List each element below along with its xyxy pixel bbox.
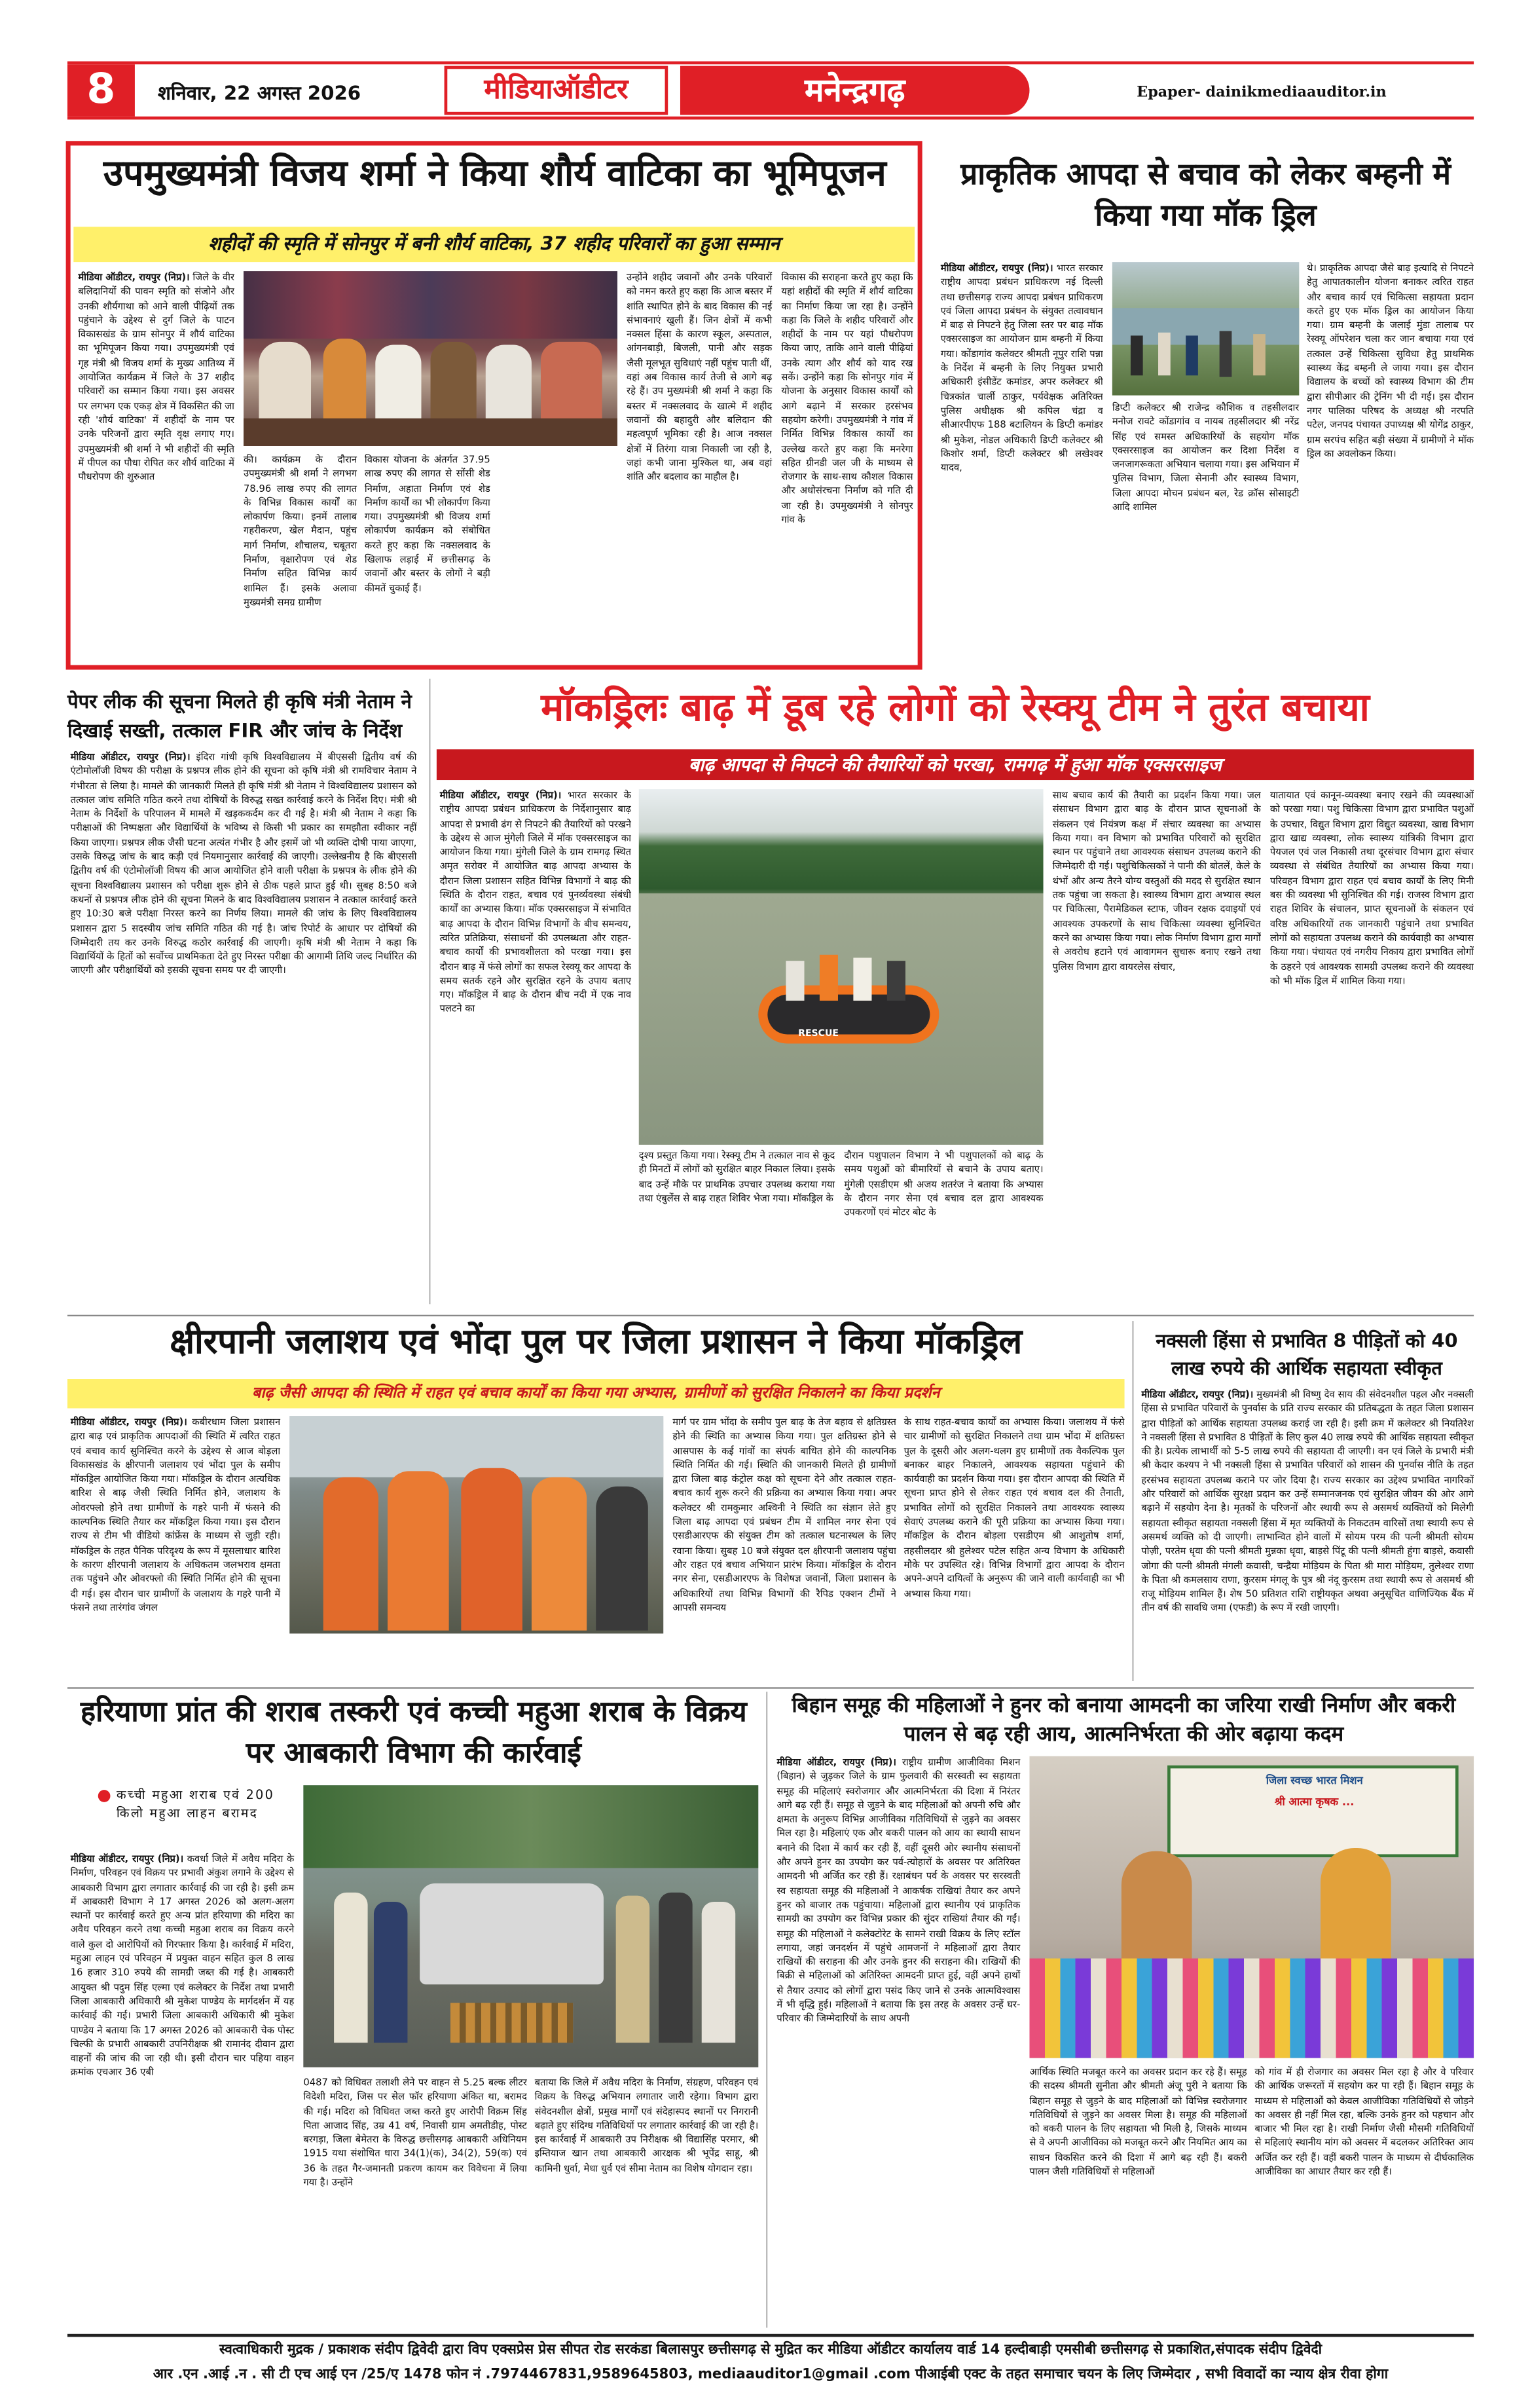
s4-col5: यातायात एवं कानून-व्यवस्था बनाए रखने की व्यवस्थाओं को परखा गया। पशु चिकित्सा विभाग द्वारा प्रभावित पशुओं के उपचार, विद्युत विभाग द्वारा विद्युत व्यवस्था, खाद्य विभाग द्वारा खाद्य व्यवस्था, लोक स्वास्थ्य यांत्रिकी विभाग द्वारा पेयजल एवं जल निकासी तथा दूरसंचार विभाग द्वारा संचार व्यवस्था से संबंधित तैयारियों का अभ्यास किया गया। परिवहन विभाग द्वारा राहत एवं बचाव कार्यों के लिए मिनी बस की व्यवस्था भी सुनिश्चित की गई। राजस्व विभाग द्वारा राहत शिविर के संचालन, प्राप्त सूचनाओं के संकलन एवं वरिष्ठ अधिकारियों तक जानकारी पहुंचाने तथा प्रभावित लोगों को सहायता उपलब्ध कराने की कार्यवाही का अभ्यास किया गया। पंचायत एवं नगरीय निकाय द्वारा प्रभावित लोगों के ठहरने एवं आवश्यक सामग्री उपलब्ध कराने की व्यवस्था को भी मॉक ड्रिल में शामिल किया गया। [1269,790,1474,987]
s4-col1: मीडिया ऑडीटर, रायपुर (निप्र)। भारत सरकार के राष्ट्रीय आपदा प्रबंधन प्राधिकरण के निर्देशानुसार बाढ़ आपदा से प्रभावी ढंग से निपटने की तैयारियों को परखने के उद्देश्य से आज मुंगेली जिले में मॉक एक्सरसाइज का आयोजन किया गया। मुंगेली जिले के ग्राम रामगढ़ स्थित अमृत सरोवर में आयोजित बाढ़ आपदा अभ्यास के दौरान जिला प्रशासन सहित विभिन्न विभागों ने बाढ़ की स्थिति के दौरान राहत, बचाव एवं पुनर्व्यवस्था संबंधी कार्यों का अभ्यास किया। मॉक एक्सरसाइज में संभावित बाढ़ आपदा के दौरान विभिन्न विभागों के बीच समन्वय, त्वरित प्रतिक्रिया, संसाधनों की उपलब्धता और राहत-बचाव कार्यों की प्रभावशीलता को परखा गया। इस दौरान बाढ़ में फंसे लोगों का सफल रेस्क्यू कर आपदा के समय सतर्क रहने और सुरक्षित रहने के उपाय बताए गए। मॉकड्रिल में बाढ़ के दौरान बीच नदी में एक नाव पलटने का [439,790,632,1016]
s2-col3: थे। प्राकृतिक आपदा जैसे बाढ़ इत्यादि से निपटने हेतु आपातकालीन योजना बनाकर त्वरित राहत और बचाव कार्य एवं चिकित्सा सहायता प्रदान करते हुए एक मॉक ड्रिल का आयोजन किया गया। ग्राम बम्हनी के जलाई मुंडा तालाब पर रेस्क्यू ऑपरेशन चला कर जान बचाया गया एवं तत्काल उन्हें चिकित्सा सुविधा हेतु प्राथमिक स्वास्थ्य केंद्र बम्हनी ले जाया गया। इस दौरान विद्यालय के बच्चों को स्वास्थ्य विभाग की टीम द्वारा सीपीआर की ट्रेनिंग भी दी गई। इस दौरान नगर पालिका परिषद के अध्यक्ष श्री नरपति पटेल, जनपद पंचायत उपाध्यक्ष श्री योगेंद्र ठाकुर, ग्राम सरपंच सहित बड़ी संख्या में ग्रामीणों ने मॉक ड्रिल का अवलोकन किया। [1307,263,1474,460]
s6-body: मीडिया ऑडीटर, रायपुर (निप्र)। मुख्यमंत्री श्री विष्णु देव साय की संवेदनशील पहल और नक्सली हिंसा से प्रभावित परिवारों के पुनर्वास के प्रति राज्य सरकार की प्रतिबद्धता के तहत जिला प्रशासन द्वारा पीड़ितों को आर्थिक सहायता उपलब्ध कराई जा रही है। इसी क्रम में कलेक्टर श्री नियतिरेश ने नक्सली हिंसा से प्रभावित 8 पीड़ितों के लिए कुल 40 लाख रुपये की आर्थिक सहायता स्वीकृत की है। प्रत्येक लाभार्थी को 5-5 लाख रुपये की सहायता दी जाएगी। वन एवं जिले के प्रभारी मंत्री श्री केदार कश्यप ने भी नक्सली हिंसा से प्रभावित परिवारों को शासन की पुनर्वास नीति के तहत हरसंभव सहायता उपलब्ध कराने पर जोर दिया है। राज्य सरकार का उद्देश्य प्रभावित नागरिकों और परिवारों को आर्थिक सुरक्षा प्रदान कर उन्हें सम्मानजनक एवं सुरक्षित जीवन की ओर आगे बढ़ाने में सहयोग देना है। मृतकों के परिजनों और स्थायी रूप से असमर्थ व्यक्तियों को मिलेगी सहायता स्वीकृत सहायता नक्सली हिंसा में मृत व्यक्तियों के निकटतम वारिसों तथा स्थायी रूप से असमर्थ व्यक्ति को दी जाएगी। लाभान्वित होने वालों में सोयम परम की पत्नी श्रीमती सोयम पोज़ी, परतेम धृवा की पत्नी श्रीमती मुन्नका धृवा, बाड़से पिंटू की पत्नी श्रीमती हुंगा बाड़से, कवासी जोगा की पत्नी श्रीमती मंगली कवासी, चन्द्रैया मोड़ियम के पिता श्री मारा मोड़ियम, तुलेश्वर राणा के पिता श्री कमलसाय राणा, कुरसम मंगलू के पुत्र श्री नंदू कुरसम तथा स्थायी रूप से असमर्थ श्री राजू मोड़ियम शामिल हैं। शेष 50 प्रतिशत राशि राष्ट्रीयकृत अथवा अनुसूचित वाणिज्यिक बैंक में तीन वर्ष की सावधि जमा (एफडी) के रूप में रखी जाएगी। [1141,1390,1474,1615]
s6-rule [1132,1321,1133,1681]
s4-col4: साथ बचाव कार्य की तैयारी का प्रदर्शन किया गया। जल संसाधन विभाग द्वारा बाढ़ के दौरान प्राप्त सूचनाओं के संकलन एवं नियंत्रण कक्ष में संचार व्यवस्था का अभ्यास किया गया। वन विभाग को प्रभावित परिवारों को सुरक्षित स्थान पर पहुंचाने तथा आवश्यक संसाधन उपलब्ध कराने की जिम्मेदारी दी गई। पशुचिकित्सकों ने पानी की बोतलें, केले के थंभों और अन्य तैरने योग्य वस्तुओं की मदद से सुरक्षित स्थान तक पहुंचा जा सकता है। स्वास्थ्य विभाग द्वारा अभ्यास स्थल पर चिकित्सा, पैरामेडिकल स्टाफ, जीवन रक्षक दवाइयों एवं आवश्यक उपकरणों के साथ चिकित्सा व्यवस्था सुनिश्चित करने का अभ्यास किया गया। लोक निर्माण विभाग द्वारा मार्गों से अवरोध हटाने एवं आवागमन सुचारू बनाए रखने तथा पुलिस विभाग द्वारा वायरलेस संचार, [1052,790,1261,972]
section-rule-2 [67,1315,1474,1316]
s7-col3: बताया कि जिले में अवैध मदिरा के निर्माण, संग्रहण, परिवहन एवं विक्रय के विरुद्ध अभियान लगातार जारी रहेगा। विभाग द्वारा संवेदनशील क्षेत्रों, प्रमुख मार्गों एवं संदेहास्पद स्थानों पर निगरानी बढ़ाते हुए संदिग्ध गतिविधियों पर लगातार कार्रवाई की जा रही है। इस कार्रवाई में आबकारी उप निरीक्षक श्री विद्यासिंह परमार, श्री इम्तियाज खान तथा आबकारी आरक्षक श्री भूपेंद्र साहू, श्री कामिनी धुर्वा, मेधा धुर्व एवं सीमा नेताम का विशेष योगदान रहा। [534,2078,759,2174]
s5-strap: बाढ़ जैसी आपदा की स्थिति में राहत एवं बचाव कार्यों का किया गया अभ्यास, ग्रामीणों को सुरक्षित निकालने का किया प्रदर्शन [67,1379,1125,1408]
s8-photo [1029,1756,1474,2058]
s8-col2: आर्थिक स्थिति मजबूत करने का अवसर प्रदान कर रहे हैं। समूह की सदस्य श्रीमती सुनीता और श्रीमती अंजू पुरी ने बताया कि बिहान समूह से जुड़ने के बाद महिलाओं को विभिन्न स्वरोजगार गतिविधियों से जुड़ने का अवसर मिला है। समूह की महिलाओं को बकरी पालन के लिए सहायता भी मिली है, जिसके माध्यम से वे अपनी आजीविका को मजबूत करने और नियमित आय का साधन विकसित करने की दिशा में आगे बढ़ रही हैं। बकरी पालन जैसी गतिविधियों से महिलाओं [1029,2067,1247,2178]
s5-col3: के साथ राहत-बचाव कार्यों का अभ्यास किया। जलाशय में फंसे चार ग्रामीणों को सुरक्षित निकालने तथा ग्राम भोंदा में क्षतिग्रस्त पुल के दूसरी ओर अलग-थलग हुए ग्रामीणों तक वैकल्पिक पुल बनाकर बाहर निकालने, आवश्यक सहायता पहुंचाने की कार्यवाही का प्रदर्शन किया गया। इस दौरान आपदा की स्थिति में सूचना प्राप्त होने से लेकर राहत एवं बचाव दल की तैनाती, प्रभावित लोगों को सुरक्षित निकालने तथा आवश्यक स्वास्थ्य सेवाएं उपलब्ध कराने की पूरी प्रक्रिया का अभ्यास किया गया। मॉकड्रिल के दौरान बोड़ला एसडीएम श्री आशुतोष शर्मा, तहसीलदार श्री हुलेश्वर पटेल सहित अन्य विभाग के अधिकारी मौके पर उपस्थित रहे। विभिन्न विभागों द्वारा आपदा के दौरान अपने-अपने दायित्वों के अनुरूप की जाने वाली कार्यवाही का भी अभ्यास किया गया। [903,1417,1125,1599]
s4-strap: बाढ़ आपदा से निपटने की तैयारियों को परखा, रामगढ़ में हुआ मॉक एक्सरसाइज [437,749,1474,780]
s1-col4: विकास की सराहना करते हुए कहा कि यहां शहीदों की स्मृति में शौर्य वाटिका का निर्माण किया जा रहा है। उन्होंने कहा कि जिले के शहीद परिवारों और शहीदों के नाम पर यहां पौधरोपण किया जाए, ताकि आने वाली पीढ़ियां उनके त्याग और शौर्य को याद रख सकें। उन्होंने कहा कि सोनपुर गांव में योजना के अनुसार विकास कार्यों को आगे बढ़ाने में सरकार हरसंभव सहयोग करेगी। उपमुख्यमंत्री ने गांव में निर्मित विभिन्न विकास कार्यों का उल्लेख करते हुए कहा कि मनरेगा सहित ग्रीनडी जल जी के माध्यम से रोजगार के साथ-साथ कौशल विकास और अधोसंरचना निर्माण को गति दी जा रही है। उपमुख्यमंत्री ने सोनपुर गांव के [781,272,913,526]
s1-col2: की। कार्यक्रम के दौरान उपमुख्यमंत्री श्री शर्मा ने लगभग 78.96 लाख रुपए की लागत के विभिन्न विकास कार्यों का लोकार्पण किया। इनमें तालाब गहरीकरण, खेल मैदान, पहुंच मार्ग निर्माण, शौचालय, चबूतरा निर्माण, वृक्षारोपण एवं शेड निर्माण सहित विभिन्न कार्य शामिल हैं। इसके अलावा मुख्यमंत्री समग्र ग्रामीण [244,454,357,608]
s8-col1: मीडिया ऑडीटर, रायपुर (निप्र)। राष्ट्रीय ग्रामीण आजीविका मिशन (बिहान) से जुड़कर जिले के ग्राम फुलवारी की सरस्वती स्व सहायता समूह की महिलाएं स्वरोजगार और आत्मनिर्भरता की दिशा में निरंतर आगे बढ़ रही हैं। समूह से जुड़ने के बाद महिलाओं को अपनी रुचि और क्षमता के अनुरूप विभिन्न आजीविका गतिविधियों से जुड़ने का अवसर मिल रहा है। महिलाएं एक और बकरी पालन को आय का स्थायी साधन बनाने की दिशा में कार्य कर रही हैं, वहीं दूसरी ओर स्थानीय संसाधनों और अपने हुनर का उपयोग कर पर्व-त्योहारों के अवसर पर अतिरिक्त आमदनी भी अर्जित कर रही हैं। रक्षाबंधन पर्व के अवसर पर सरस्वती स्व सहायता समूह की महिलाओं ने आकर्षक राखियां तैयार कर अपने हुनर को बाजार तक पहुंचाया। महिलाओं द्वारा स्थानीय एवं प्राकृतिक सामग्री का उपयोग कर विभिन्न प्रकार की सुंदर राखियां तैयार की गईं। समूह की महिलाओं ने कलेक्टोरेट के सामने राखी विक्रय के लिए स्टॉल लगाया, जहां जनदर्शन में पहुंचे आमजनों ने महिलाओं द्वारा तैयार राखियों की सराहना की और उनके हुनर की सराहना की। राखियों की बिक्री से महिलाओं को अतिरिक्त आमदनी प्राप्त हुई, वहीं अपने हाथों से तैयार उत्पाद को लोगों द्वारा पसंद किए जाने से उनके आत्मविश्वास में भी वृद्धि हुई। महिलाओं ने बताया कि इस तरह के अवसर उन्हें घर-परिवार की जिम्मेदारियों के साथ अपनी [776,1757,1021,2025]
section-name: मनेन्द्रगढ़ [680,66,1030,115]
s2-col2: डिप्टी कलेक्टर श्री राजेन्द्र कौशिक व तहसीलदार मनोज रावटे कोंडागांव व नायब तहसीलदार श्री नरेंद्र सिंह एवं समस्त अधिकारियों के सहयोग मॉक एक्सरसाइज का आयोजन कर दिशा निर्देश व जनजागरूकता अभियान चलाया गया। इस अभियान में पुलिस विभाग, जिला सेनानी और स्वास्थ्य विभाग, जिला आपदा मोचन प्रबंधन बल, रेड क्रॉस सोसाइटी आदि शामिल [1112,403,1300,514]
s7-photo [303,1785,758,2067]
footer-registration: आर .एन .आई .न . सी टी एच आई एन /25/ए 1478 फोन नं .7974467831,9589645803, mediaauditor1@gmail .com पीआईबी एक्ट के तहत समाचार चयन के लिए जिम्मेदार , सभी विवादों का न्याय क्षेत्र रीवा होगा [153,2367,1389,2383]
footer-imprint: स्वत्वाधिकारी मुद्रक / प्रकाशक संदीप द्विवेदी द्वारा विप एक्सप्रेस प्रेस सीपत रोड सरकंडा बिलासपुर छत्तीसगढ़ से मुद्रित कर मीडिया ऑडीटर कार्यालय वार्ड 14 हल्दीबाड़ी एमसीबी छत्तीसगढ़ से प्रकाशित,संपादक संदीप द्विवेदी [219,2343,1322,2359]
s6-headline: नक्सली हिंसा से प्रभावित 8 पीड़ितों को 40 लाख रुपये की आर्थिक सहायता स्वीकृत [1156,1330,1458,1379]
s2-photo [1112,262,1299,396]
section-rule-3 [67,1687,1474,1688]
s4-col3: दौरान पशुपालन विभाग ने भी पशुपालकों को बाढ़ के समय पशुओं को बीमारियों से बचाने के उपाय बताए। मुंगेली एसडीएम श्री अजय शतरंज ने बताया कि अभ्यास के दौरान नगर सेना एवं बचाव दल द्वारा आवश्यक उपकरणों एवं मोटर बोट के [844,1151,1044,1219]
s1-col1: मीडिया ऑडीटर, रायपुर (निप्र)। जिले के वीर बलिदानियों की पावन स्मृति को संजोने और उनकी शौर्यगाथा को आने वाली पीढ़ियों तक पहुंचाने के उद्देश्य से दुर्ग जिले के पाटन विकासखंड के ग्राम सोनपुर में शौर्य वाटिका का भूमिपूजन किया गया। उपमुख्यमंत्री एवं गृह मंत्री श्री विजय शर्मा के मुख्य आतिथ्य में आयोजित कार्यक्रम में जिले के 37 शहीद परिवारों का सम्मान किया गया। इस अवसर पर लगभग एक एकड़ क्षेत्र में विकसित की जा रही 'शौर्य वाटिका' में शहीदों के नाम पर उनके परिजनों द्वारा स्मृति वृक्ष लगाए गए। उपमुख्यमंत्री श्री शर्मा ने भी शहीदों की स्मृति में पीपल का पौधा रोपित कर शौर्य वाटिका में पौधरोपण की शुरुआत [78,272,235,483]
s1-col2b: विकास योजना के अंतर्गत 37.95 लाख रुपए की लागत से सोंसी शेड निर्माण, अहाता निर्माण एवं शेड निर्माण कार्यों का भी लोकार्पण किया गया। उपमुख्यमंत्री श्री विजय शर्मा लोकार्पण कार्यक्रम को संबोधित करते हुए कहा कि नक्सलवाद के खिलाफ लड़ाई में छत्तीसगढ़ के जवानों और बस्तर के लोगों ने बड़ी कीमतें चुकाई हैं। [364,454,490,595]
s5-col2: मार्ग पर ग्राम भोंदा के समीप पुल बाढ़ के तेज बहाव से क्षतिग्रस्त होने की स्थिति का अभ्यास किया गया। पुल क्षतिग्रस्त होने से आसपास के कई गांवों का संपर्क बाधित होने की काल्पनिक स्थिति निर्मित की गई। स्थिति की जानकारी मिलते ही ग्रामीणों द्वारा जिला बाढ़ कंट्रोल कक्ष को सूचना देने और तत्काल राहत-बचाव कार्य शुरू करने की प्रक्रिया का अभ्यास किया गया। अपर कलेक्टर श्री रामकुमार अश्विनी ने स्थिति का संज्ञान लेते हुए जिला बाढ़ आपदा एवं प्रबंधन टीम में शामिल नगर सेना एवं एसडीआरएफ की संयुक्त टीम को तत्काल घटनास्थल के लिए रवाना किया। सुबह 10 बजे संयुक्त दल क्षीरपानी जलाशय पहुंचा और राहत एवं बचाव अभियान प्रारंभ किया। मॉकड्रिल के दौरान नगर सेना, एसडीआरएफ के विशेषज्ञ जवानों, जिला प्रशासन के अधिकारियों तथा विभिन्न विभागों की रैपिड एक्शन टीमों ने आपसी समन्वय [672,1417,896,1614]
banner-text: जिला स्वच्छ भारत मिशन [1266,1774,1363,1787]
s4-rule [429,679,430,1305]
s4-headline: मॉकड्रिलः बाढ़ में डूब रहे लोगों को रेस्क्यू टीम ने तुरंत बचाया [541,684,1370,730]
edition-date: शनिवार, 22 अगस्त 2026 [158,81,361,105]
s5-col1: मीडिया ऑडीटर, रायपुर (निप्र)। कबीरधाम जिला प्रशासन द्वारा बाढ़ एवं प्राकृतिक आपदाओं की स्थिति में त्वरित राहत एवं बचाव कार्य सुनिश्चित करने के उद्देश्य से आज बोड़ला विकासखंड के क्षीरपानी जलाशय एवं भोंदा पुल के समीप मॉकड्रिल आयोजित किया गया। मॉकड्रिल के दौरान अत्यधिक बारिश से बाढ़ जैसी स्थिति निर्मित होने, जलाशय के ओवरफ्लो होने तथा ग्रामीणों के गहरे पानी में फंसने की काल्पनिक स्थिति तैयार कर मॉकड्रिल किया गया। इस दौरान राज्य से टीम भी वीडियो कांफ्रेंस के माध्यम से जुड़ी रही। मॉकड्रिल के तहत पैनिक परिदृश्य के रूप में मूसलाधार बारिश के कारण क्षीरपानी जलाशय के अधिकतम जलभराव क्षमता तक पहुंचने और ओवरफ्लो की स्थिति निर्मित होने की सूचना दी गई। इस दौरान चार ग्रामीणों के जलाशय के गहरे पानी में फंसने तथा तारंगांव जंगल [70,1417,281,1614]
s4-col2: दृश्य प्रस्तुत किया गया। रेस्क्यू टीम ने तत्काल नाव से कूद ही मिनटों में लोगों को सुरक्षित बाहर निकाल लिया। इसके बाद उन्हें मौके पर प्राथमिक उपचार उपलब्ध कराया गया तथा एंबुलेंस से बाढ़ राहत शिविर भेजा गया। मॉकड्रिल के [638,1151,835,1204]
s8-rule [766,1692,767,2327]
s5-photo [289,1416,663,1633]
paper-name: मीडियाऑडीटर [445,66,668,115]
raft-label: RESCUE [798,1028,839,1039]
s1-col3: उन्होंने शहीद जवानों और उनके परिवारों को नमन करते हुए कहा कि आज बस्तर में शांति स्थापित होने के बाद विकास की नई संभावनाएं खुली हैं। जिन क्षेत्रों में कभी नक्सल हिंसा के कारण स्कूल, अस्पताल, आंगनबाड़ी, बिजली, पानी और सड़क जैसी मूलभूत सुविधाएं नहीं पहुंच पाती थीं, वहां अब विकास कार्य तेजी से आगे बढ़ रहे हैं। उप मुख्यमंत्री श्री शर्मा ने कहा कि बस्तर में नक्सलवाद के खात्मे में शहीद जवानों की बहादुरी और बलिदान की महत्वपूर्ण भूमिका रही है। आज नक्सल क्षेत्रों में तिरंगा यात्रा निकाली जा रही है, जहां कभी जाना मुश्किल था, अब वहां शांति और बदलाव का माहौल है। [627,272,773,483]
footer-rule [67,2334,1474,2337]
s3-headline: पेपर लीक की सूचना मिलते ही कृषि मंत्री नेताम ने दिखाई सख्ती, तत्काल FIR और जांच के निर्देश [67,690,412,742]
s7-bullet-dot [98,1790,111,1802]
s8-col3: को गांव में ही रोजगार का अवसर मिल रहा है और वे परिवार की आर्थिक जरूरतों में सहयोग कर पा रही हैं। बिहान समूह के माध्यम से महिलाओं को केवल आजीविका गतिविधियों से जोड़ने का अवसर ही नहीं मिल रहा, बल्कि उनके हुनर को पहचान और बाजार भी मिल रहा है। राखी निर्माण जैसी मौसमी गतिविधियों से महिलाएं स्थानीय मांग को अवसर में बदलकर अतिरिक्त आय अर्जित कर रही हैं। वहीं बकरी पालन के माध्यम से दीर्घकालिक आजीविका का आधार तैयार कर रही हैं। [1254,2067,1474,2178]
epaper-url[interactable]: Epaper- dainikmediaauditor.in [1137,84,1387,102]
s1-photo [244,271,617,446]
s7-bullet: कच्ची महुआ शराब एवं 200 किलो महुआ लाहन बरामद [116,1787,275,1821]
s8-headline: बिहान समूह की महिलाओं ने हुनर को बनाया आमदनी का जरिया राखी निर्माण और बकरी पालन से बढ़ रही आय, आत्मनिर्भरता की ओर बढ़ाया कदम [792,1695,1456,1747]
s4-photo [639,789,1044,1145]
s3-body: मीडिया ऑडीटर, रायपुर (निप्र)। इंदिरा गांधी कृषि विश्वविद्यालय में बीएससी द्वितीय वर्ष की एंटोमोलॉजी विषय की परीक्षा के प्रश्नपत्र लीक होने की सूचना को कृषि मंत्री श्री रामविचार नेताम ने गंभीरता से लिया है। मामले की जानकारी मिलते ही कृषि मंत्री श्री नेताम ने विश्वविद्यालय प्रशासन को तत्काल जांच समिति गठित करने तथा दोषियों के विरुद्ध सख्त कार्रवाई करने के निर्देश दिए। मंत्री श्री नेताम के निर्देशों के परिपालन में मामले में खड़ककर्दम कर दी गई है। मंत्री श्री नेताम ने कहा कि परीक्षाओं की निष्पक्षता और विद्यार्थियों के भविष्य से किसी भी प्रकार का समझौता स्वीकार नहीं किया जाएगा। प्रश्नपत्र लीक जैसी घटना अत्यंत गंभीर है और इसमें जो भी व्यक्ति दोषी पाया जाएगा, उसके विरुद्ध जांच के बाद कड़ी एवं नियमानुसार कार्रवाई की जाएगी। उल्लेखनीय है कि बीएससी द्वितीय वर्ष की एंटोमोलॉजी विषय की आज आयोजित होने वाली परीक्षा के प्रश्नपत्र के लीक होने की सूचना विश्वविद्यालय प्रशासन को परीक्षा शुरू होने से ठीक पहले प्राप्त हुई थी। सुबह 8:50 बजे कथनों से प्रश्नपत्र लीक होने की सूचना मिलने के बाद विश्वविद्यालय प्रशासन ने तत्काल कार्रवाई करते हुए 10:30 बजे परीक्षा निरस्त करने का निर्णय लिया। मामले की जांच के लिए विश्वविद्यालय प्रशासन द्वारा 5 सदस्यीय जांच समिति गठित की गई है। जांच रिपोर्ट के आधार पर दोषियों की जिम्मेदारी तय कर उनके विरुद्ध कठोर कार्रवाई की जाएगी। कृषि मंत्री श्री नेताम ने कहा कि विद्यार्थियों के हितों को सर्वोच्च प्राथमिकता देते हुए निरस्त परीक्षा की आगामी तिथि जल्द निर्धारित की जाएगी और परीक्षार्थियों को इसकी सूचना समय पर दी जाएगी। [70,752,417,977]
s7-col1: मीडिया ऑडीटर, रायपुर (निप्र)। कवर्धा जिले में अवैध मदिरा के निर्माण, परिवहन एवं विक्रय पर प्रभावी अंकुश लगाने के उद्देश्य से आबकारी विभाग द्वारा लगातार कार्रवाई की जा रही है। इसी क्रम में आबकारी विभाग ने 17 अगस्त 2026 को अलग-अलग स्थानों पर कार्रवाई करते हुए अन्य प्रांत हरियाणा की मदिरा का अवैध परिवहन करने तथा कच्ची महुआ शराब का विक्रय करने वाले कुल दो आरोपियों को गिरफ्तार किया है। कार्रवाई में मदिरा, महुआ लाहन एवं परिवहन में प्रयुक्त वाहन सहित कुल 8 लाख 16 हजार 310 रुपये की सामग्री जब्त की गई है। आबकारी आयुक्त श्री पदुम सिंह एल्मा एवं कलेक्टर के निर्देश तथा प्रभारी जिला आबकारी अधिकारी श्री मुकेश पाण्डेय के मार्गदर्शन में यह कार्रवाई की गई। प्रभारी जिला आबकारी अधिकारी श्री मुकेश पाण्डेय ने बताया कि 17 अगस्त 2026 को आबकारी चेक पोस्ट चिल्फी के प्रभारी आबकारी उपनिरीक्षक श्री रामानंद दीवान द्वारा वाहनों की जांच की जा रही थी। इसी दौरान चार पहिया वाहन क्रमांक एचआर 36 एबी [70,1854,295,2079]
s2-col1: मीडिया ऑडीटर, रायपुर (निप्र)। भारत सरकार राष्ट्रीय आपदा प्रबंधन प्राधिकरण नई दिल्ली तथा छत्तीसगढ़ राज्य आपदा प्रबंधन प्राधिकरण एवं जिला आपदा प्रबंधन के संयुक्त तत्वावधान में बाढ़ से निपटने हेतु जिला स्तर पर बाढ़ मॉक एक्सरसाइज का आयोजन ग्राम बम्हनी में किया गया। कोंडागांव कलेक्टर श्रीमती नूपुर राशि पन्ना के निर्देश में बम्हनी के लिए नियुक्त प्रभारी अधिकारी इंसीडेंट कमांडर, अपर कलेक्टर श्री चित्रकांत चार्ली ठाकुर, पर्यवेक्षक अतिरिक्त पुलिस अधीक्षक श्री कपिल चंद्रा व सीआरपीएफ 188 बटालियन के डिप्टी कमांडर श्री मुकेश, नोडल अधिकारी डिप्टी कलेक्टर श्री किशोर शर्मा, डिप्टी कलेक्टर श्री लखेश्वर यादव, [940,263,1103,474]
s7-col2: 0487 को विधिवत तलाशी लेने पर वाहन से 5.25 बल्क लीटर विदेशी मदिरा, जिस पर सेल फॉर हरियाणा अंकित था, बरामद की गई। मदिरा को विधिवत जब्त करते हुए आरोपी विक्रम सिंह पिता आजाद सिंह, उम्र 41 वर्ष, निवासी ग्राम अमतीडीह, पोस्ट बरगड़ा, जिला बेमेतरा के विरुद्ध छत्तीसगढ़ आबकारी अधिनियम 1915 यथा संशोधित धारा 34(1)(क), 34(2), 59(क) एवं 36 के तहत गैर-जमानती प्रकरण कायम कर विवेचना में लिया गया है। उन्होंने [303,2078,527,2189]
s7-headline: हरियाणा प्रांत की शराब तस्करी एवं कच्ची महुआ शराब के विक्रय पर आबकारी विभाग की कार्रवाई [80,1696,747,1770]
banner-text-2: श्री आत्मा कृषक ... [1274,1796,1355,1809]
s2-headline: प्राकृतिक आपदा से बचाव को लेकर बम्हनी में किया गया मॉक ड्रिल [960,156,1451,233]
s1-headline: उपमुख्यमंत्री विजय शर्मा ने किया शौर्य वाटिका का भूमिपूजन [103,151,886,195]
page-number: 8 [67,64,135,117]
s1-strap: शहीदों की स्मृति में सोनपुर में बनी शौर्य वाटिका, 37 शहीद परिवारों का हुआ सम्मान [73,227,915,262]
s5-headline: क्षीरपानी जलाशय एवं भोंदा पुल पर जिला प्रशासन ने किया मॉकड्रिल [170,1322,1023,1363]
